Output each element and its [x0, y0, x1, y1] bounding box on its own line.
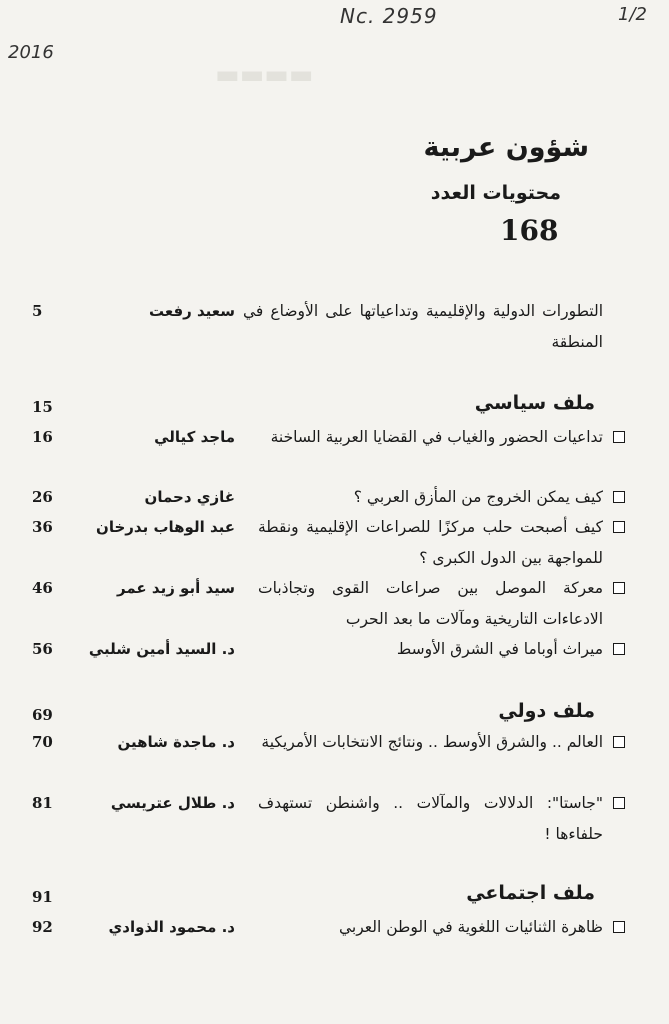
article-title: العالم .. والشرق الأوسط .. ونتائج الانتخابات الأمريكية — [261, 733, 603, 751]
page-number: 16 — [32, 428, 53, 446]
author-name: غازي دحمان — [144, 488, 235, 506]
section-label: ملف دولي — [498, 700, 595, 722]
article-title: "جاستا": الدلالات والمآلات .. واشنطن تستهدف حلفاءها ! — [258, 794, 603, 843]
contents-heading: محتويات العدد — [430, 182, 561, 204]
article-title: تداعيات الحضور والغياب في القضايا العربية الساخنة — [270, 428, 603, 446]
handwritten-year: 2016 — [8, 42, 54, 63]
checkbox-bullet-icon — [613, 643, 625, 655]
author-name: عبد الوهاب بدرخان — [96, 518, 235, 536]
page-number: 26 — [32, 488, 53, 506]
page-number: 81 — [32, 794, 53, 812]
checkbox-bullet-icon — [613, 491, 625, 503]
section-label: ملف اجتماعي — [466, 882, 595, 904]
page-number: 46 — [32, 579, 53, 597]
author-name: د. ماجدة شاهين — [117, 733, 235, 751]
checkbox-bullet-icon — [613, 521, 625, 533]
author-name: د. محمود الذوادي — [108, 918, 235, 936]
article-title: ظاهرة الثنائيات اللغوية في الوطن العربي — [338, 918, 603, 936]
magazine-title: شؤون عربية — [423, 132, 589, 163]
article-title: كيف أصبحت حلب مركزًا للصراعات الإقليمية ونقطة للمواجهة بين الدول الكبرى ؟ — [258, 518, 603, 567]
handwritten-number: Nc. 2959 — [340, 4, 438, 28]
handwritten-fraction: 1/2 — [618, 4, 647, 25]
checkbox-bullet-icon — [613, 736, 625, 748]
issue-number: 168 — [500, 214, 559, 247]
page-number: 56 — [32, 640, 53, 658]
checkbox-bullet-icon — [613, 921, 625, 933]
section-label: ملف سياسي — [474, 392, 595, 414]
checkbox-bullet-icon — [613, 797, 625, 809]
page-number: 70 — [32, 733, 53, 751]
checkbox-bullet-icon — [613, 431, 625, 443]
author-name: سعيد رفعت — [148, 302, 235, 320]
checkbox-bullet-icon — [613, 582, 625, 594]
article-title: معركة الموصل بين صراعات القوى وتجاذبات الادعاءات التاريخية ومآلات ما بعد الحرب — [258, 579, 603, 628]
article-title: كيف يمكن الخروج من المأزق العربي ؟ — [353, 488, 603, 506]
section-page-number: 91 — [32, 888, 53, 906]
page-number: 92 — [32, 918, 53, 936]
author-name: سيد أبو زيد عمر — [117, 579, 235, 597]
article-title: ميراث أوباما في الشرق الأوسط — [396, 640, 603, 658]
page-number: 36 — [32, 518, 53, 536]
article-title: التطورات الدولية والإقليمية وتداعياتها على الأوضاع في المنطقة — [243, 302, 603, 351]
section-page-number: 69 — [32, 706, 53, 724]
page-number: 5 — [32, 302, 43, 320]
section-page-number: 15 — [32, 398, 53, 416]
author-name: د. طلال عتريسي — [110, 794, 235, 812]
author-name: د. السيد أمين شلبي — [88, 640, 235, 658]
author-name: ماجد كيالي — [154, 428, 235, 446]
bleed-through-text: ▬▬▬▬ — [215, 60, 314, 90]
